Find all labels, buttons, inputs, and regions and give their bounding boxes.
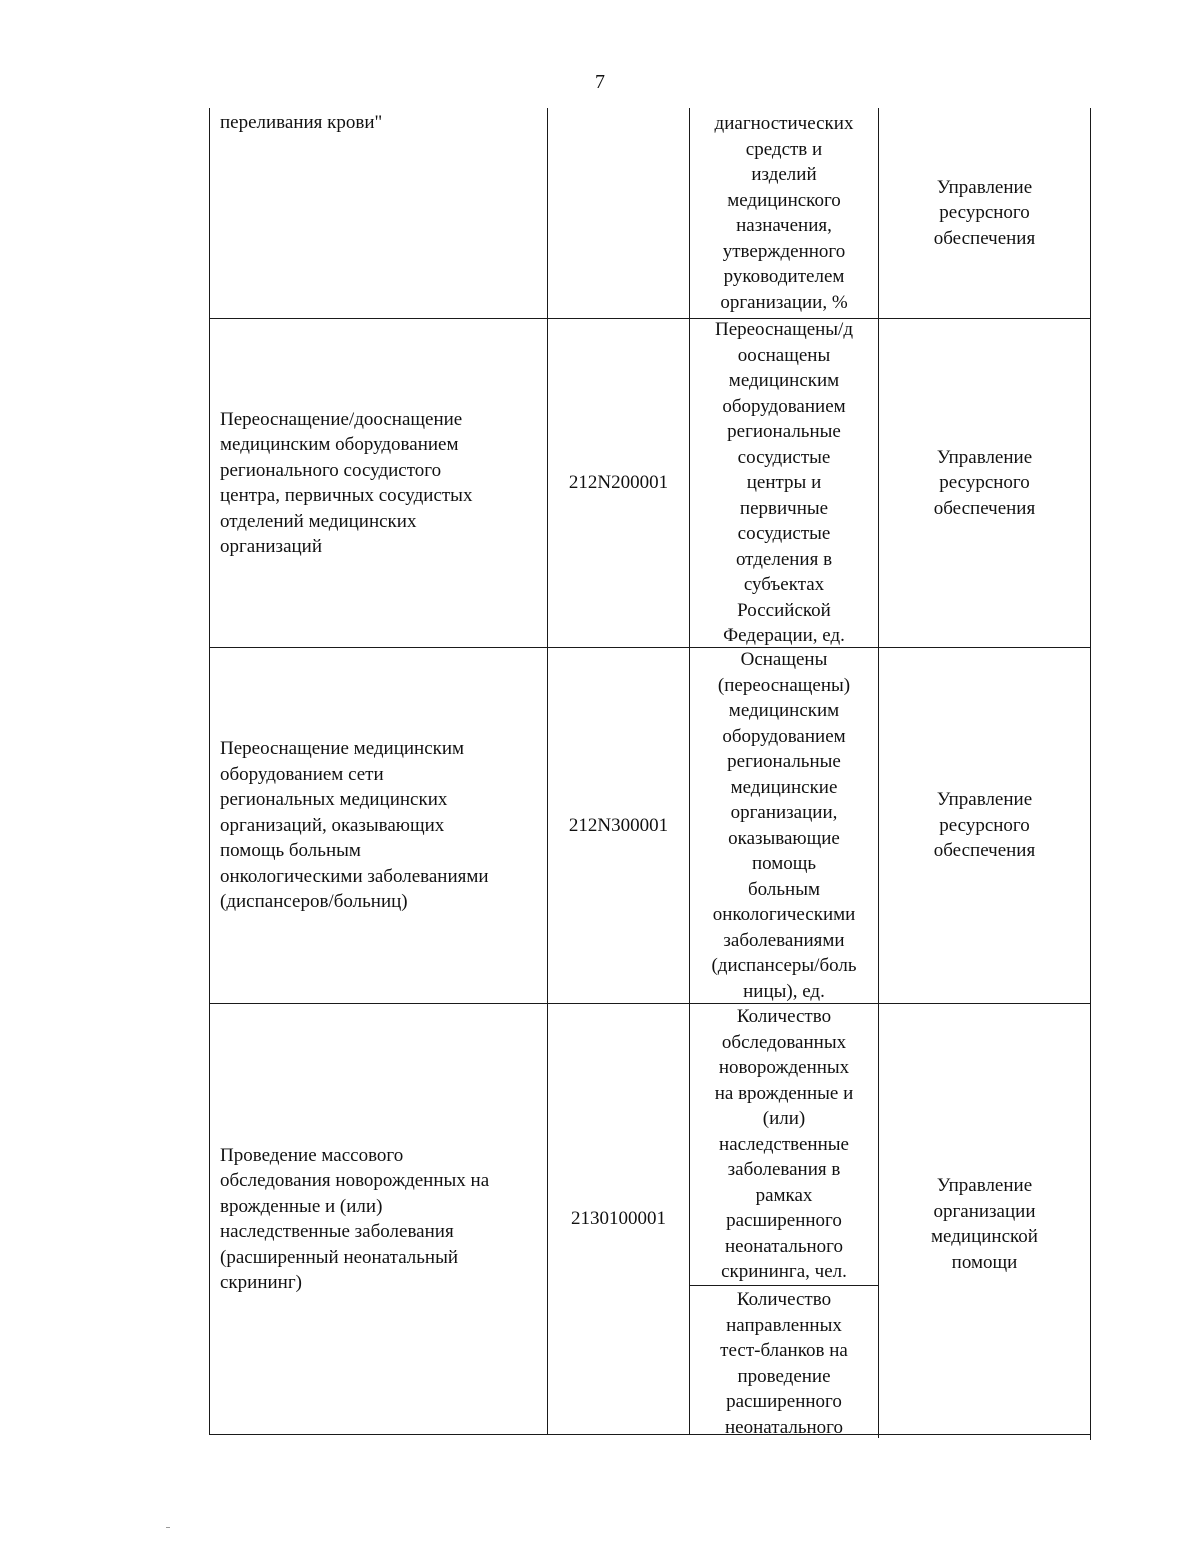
indicator-line: (диспансеры/боль — [711, 955, 857, 976]
indicator-divider — [689, 1285, 879, 1286]
indicator-line: Федерации, ед. — [723, 625, 845, 647]
name-line: отделений медицинских — [220, 510, 417, 532]
department-line: ресурсного — [939, 814, 1030, 836]
department-line: Управление — [936, 1175, 1033, 1196]
department-line: ресурсного — [939, 202, 1030, 224]
row-4-indicator-1 — [690, 1004, 878, 1285]
indicator-line: новорожденных — [718, 1057, 850, 1079]
indicator-line: изделий — [751, 164, 817, 185]
department-line: помощи — [951, 1251, 1018, 1273]
indicator-line: медицинского — [727, 189, 841, 211]
indicator-line: центры и — [746, 472, 822, 494]
scan-speck — [166, 1527, 170, 1528]
indicator-line: расширенного — [726, 1210, 842, 1232]
indicator-line: Количество — [736, 1289, 832, 1310]
row-3-code — [548, 648, 689, 1003]
department-line: медицинской — [931, 1226, 1038, 1247]
indicator-line: расширенного — [726, 1391, 842, 1412]
indicator-line: направленных — [726, 1314, 842, 1336]
indicator-line: оборудованием — [722, 725, 846, 747]
name-line: онкологическими заболеваниями — [220, 865, 489, 887]
indicator-line: онкологическими — [712, 904, 856, 925]
indicator-line: региональные — [727, 751, 841, 772]
indicator-line: ницы), ед. — [743, 980, 825, 1002]
name-line: (диспансеров/больниц) — [220, 891, 408, 913]
code-value: 2130100001 — [571, 1208, 666, 1230]
indicator-line: тест-бланков на — [720, 1340, 848, 1361]
name-line: врожденные и (или) — [220, 1195, 383, 1217]
indicator-line: Переоснащены/д — [714, 319, 854, 341]
name-line: Переоснащение/дооснащение — [220, 408, 463, 430]
row-3-indicator — [690, 648, 878, 1003]
indicator-line: обследованных — [721, 1031, 847, 1053]
name-line: организаций — [220, 536, 323, 557]
row-1-name — [210, 110, 547, 318]
row-2-department — [879, 319, 1090, 647]
name-line: Переоснащение медицинским — [220, 738, 465, 760]
indicator-line: медицинским — [728, 700, 840, 721]
name-line: регионального сосудистого — [220, 459, 442, 481]
indicator-line: на врожденные и — [714, 1082, 854, 1104]
row-4-department — [879, 1004, 1090, 1444]
row-4-indicator-2 — [690, 1287, 878, 1438]
code-value: 212N200001 — [568, 472, 669, 494]
indicator-line: ооснащены — [737, 344, 831, 366]
indicator-line: неонатального — [725, 1235, 843, 1257]
indicator-line: сосудистые — [737, 446, 831, 468]
department-line: Управление — [936, 446, 1033, 468]
indicator-line: назначения, — [736, 215, 832, 236]
row-2-indicator — [690, 319, 878, 647]
department-line: обеспечения — [933, 497, 1036, 519]
indicator-line: наследственные — [719, 1133, 849, 1155]
indicator-line: Количество — [736, 1006, 832, 1028]
indicator-line: неонатального — [725, 1416, 843, 1438]
code-value: 212N300001 — [568, 814, 669, 836]
indicator-line: оказывающие — [728, 827, 840, 849]
row-1-indicator — [690, 111, 878, 318]
indicator-line: Оснащены — [740, 649, 828, 670]
indicator-line: оборудованием — [722, 395, 846, 417]
name-line: медицинским оборудованием — [220, 434, 459, 455]
row-1-department — [879, 108, 1090, 318]
indicator-line: субъектах — [743, 574, 825, 596]
department-line: организации — [933, 1200, 1036, 1222]
department-line: ресурсного — [939, 472, 1030, 494]
table-border-right — [1090, 108, 1091, 1440]
indicator-line: руководителем — [723, 266, 845, 287]
row-3-department — [879, 648, 1090, 1003]
name-line: региональных медицинских — [220, 789, 448, 811]
name-line: центра, первичных сосудистых — [220, 485, 473, 506]
indicator-line: медицинским — [728, 370, 840, 392]
indicator-line: Российской — [737, 599, 831, 621]
indicator-line: заболеваниями — [723, 929, 845, 951]
page-number: 7 — [595, 71, 605, 93]
department-line: обеспечения — [933, 227, 1036, 249]
name-line: помощь больным — [220, 840, 361, 862]
name-line: скрининг) — [220, 1272, 302, 1293]
department-line: обеспечения — [933, 840, 1036, 862]
row-3-name — [210, 648, 547, 1003]
indicator-line: проведение — [737, 1365, 831, 1387]
indicator-line: помощь — [751, 853, 817, 874]
indicator-line: первичные — [739, 497, 829, 519]
indicator-line: (переоснащены) — [717, 674, 851, 696]
row-4-name — [210, 1004, 547, 1434]
indicator-line: (или) — [762, 1108, 806, 1130]
indicator-line: скрининга, чел. — [721, 1261, 847, 1283]
department-line: Управление — [936, 176, 1033, 198]
row-1-name-line: переливания крови" — [220, 112, 383, 133]
name-line: организаций, оказывающих — [220, 814, 445, 836]
indicator-line: больным — [747, 878, 821, 900]
name-line: Проведение массового — [220, 1144, 404, 1166]
name-line: (расширенный неонатальный — [220, 1246, 459, 1268]
indicator-line: диагностических — [714, 113, 854, 134]
indicator-line: средств и — [745, 138, 823, 160]
indicator-line: утвержденного — [722, 240, 846, 262]
indicator-line: рамках — [755, 1184, 813, 1206]
indicator-line: отделения в — [735, 548, 833, 570]
indicator-line: региональные — [727, 421, 841, 443]
indicator-line: медицинские — [730, 776, 838, 798]
name-line: наследственные заболевания — [220, 1221, 454, 1242]
indicator-line: заболевания в — [727, 1159, 841, 1181]
name-line: обследования новорожденных на — [220, 1170, 490, 1191]
row-2-name — [210, 319, 547, 647]
indicator-line: организации, % — [720, 291, 848, 313]
department-line: Управление — [936, 789, 1033, 811]
indicator-line: организации, — [730, 802, 838, 823]
row-4-code — [548, 1004, 689, 1434]
name-line: оборудованием сети — [220, 763, 384, 785]
row-2-code — [548, 319, 689, 647]
indicator-line: сосудистые — [737, 523, 831, 545]
